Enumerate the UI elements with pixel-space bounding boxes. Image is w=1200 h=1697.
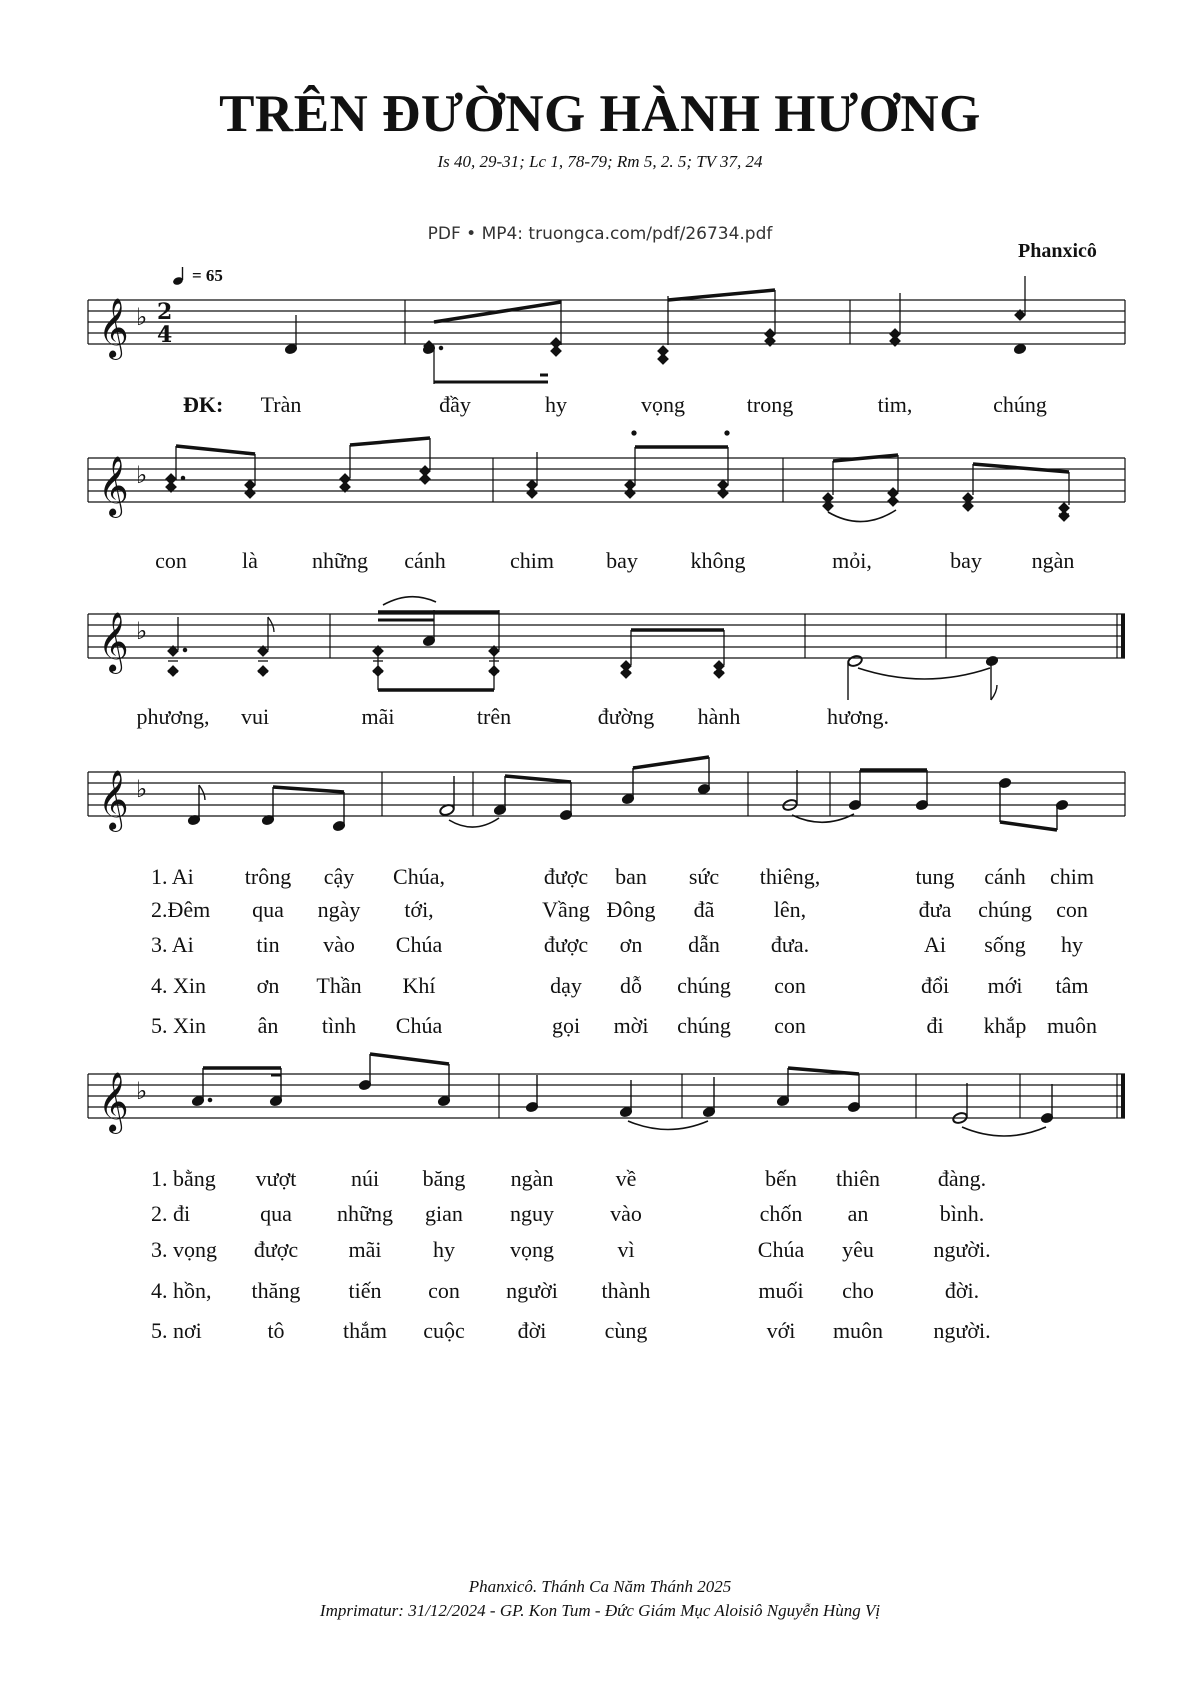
- composer-name: Phanxicô: [1018, 240, 1097, 262]
- lyric-word: 4. Xin: [151, 973, 206, 998]
- lyric-word: không: [690, 548, 746, 573]
- footer-source: Phanxicô. Thánh Ca Năm Thánh 2025: [468, 1577, 732, 1596]
- lyric-word: chim: [1050, 864, 1094, 889]
- lyric-word: sức: [688, 864, 720, 889]
- lyric-word: cánh: [984, 864, 1026, 889]
- lyric-word: Thần: [316, 973, 362, 998]
- lyric-word: thăng: [251, 1278, 301, 1303]
- lyric-word: đưa.: [770, 932, 810, 957]
- lyric-word: ngày: [317, 897, 361, 922]
- lyric-word: ơn: [256, 973, 280, 998]
- lyric-word: muôn: [1046, 1013, 1098, 1038]
- lyric-word: chúng: [978, 897, 1032, 922]
- treble-clef-icon: 𝄞: [98, 1072, 129, 1132]
- lyric-word: cùng: [604, 1318, 648, 1343]
- lyric-word: thành: [601, 1278, 651, 1303]
- lyric-word: trên: [476, 704, 512, 729]
- lyric-word: Đông: [606, 897, 656, 922]
- footer-imprimatur: Imprimatur: 31/12/2024 - GP. Kon Tum - Đức Giám Mục Aloisiô Nguyễn Hùng Vị: [319, 1601, 881, 1620]
- lyric-word: ân: [257, 1013, 279, 1038]
- lyric-word: những: [312, 548, 368, 573]
- lyric-word: thiêng,: [759, 864, 821, 889]
- lyric-word: vì: [617, 1237, 635, 1262]
- lyric-word: con: [155, 548, 187, 573]
- lyric-word: đi: [926, 1013, 944, 1038]
- lyric-word: mời: [613, 1013, 649, 1038]
- svg-text:4: 4: [157, 322, 173, 348]
- lyric-word: con: [428, 1278, 460, 1303]
- lyric-word: mới: [987, 973, 1023, 998]
- lyric-word: đầy: [439, 392, 471, 417]
- lyric-word: vọng: [510, 1237, 554, 1262]
- lyric-word: trông: [244, 864, 292, 889]
- lyric-word: lên,: [773, 897, 807, 922]
- flat-key-icon: ♭: [136, 303, 148, 331]
- lyric-word: 5. Xin: [151, 1013, 206, 1038]
- lyric-word: con: [1056, 897, 1088, 922]
- lyric-word: tin: [256, 932, 280, 957]
- lyric-word: tô: [267, 1318, 285, 1343]
- lyric-word: trong: [746, 392, 794, 417]
- lyric-word: Ai: [924, 932, 946, 957]
- lyric-word: dẫn: [688, 932, 720, 957]
- lyric-word: vượt: [255, 1166, 297, 1191]
- lyric-word: được: [543, 864, 589, 889]
- lyric-word: 2.Đêm: [151, 897, 211, 922]
- lyric-word: gọi: [551, 1013, 581, 1038]
- lyric-word: mỏi,: [832, 548, 872, 573]
- lyric-word: những: [337, 1201, 393, 1226]
- lyric-word: cho: [842, 1278, 874, 1303]
- lyric-word: đưa: [918, 897, 952, 922]
- lyric-word: ngàn: [510, 1166, 554, 1191]
- lyric-word: thiên: [836, 1166, 880, 1191]
- lyric-word: tới,: [404, 897, 434, 922]
- lyric-word: phương,: [136, 704, 210, 729]
- lyric-word: hy: [1061, 932, 1083, 957]
- refrain-label: ĐK:: [183, 392, 224, 417]
- source-link[interactable]: PDF • MP4: truongca.com/pdf/26734.pdf: [427, 224, 773, 244]
- lyric-word: đổi: [920, 973, 950, 998]
- lyric-word: Khí: [402, 973, 436, 998]
- lyric-word: hành: [697, 704, 741, 729]
- lyric-word: chúng: [677, 1013, 731, 1038]
- lyric-word: 1. bằng: [151, 1166, 216, 1191]
- verse-1-lyrics-b: [0, 1166, 1200, 1196]
- lyric-word: thắm: [343, 1318, 387, 1343]
- lyric-word: người: [506, 1278, 558, 1303]
- treble-clef-icon: 𝄞: [98, 298, 129, 358]
- lyric-word: Chúa,: [393, 864, 445, 889]
- lyric-word: hy: [433, 1237, 455, 1262]
- lyric-word: 3. vọng: [151, 1237, 217, 1262]
- treble-clef-icon: 𝄞: [98, 770, 129, 830]
- lyric-word: vào: [610, 1201, 642, 1226]
- lyric-word: ban: [615, 864, 647, 889]
- lyric-word: chúng: [993, 392, 1047, 417]
- lyric-word: với: [766, 1318, 796, 1343]
- lyric-word: đời.: [944, 1278, 980, 1303]
- lyric-word: 4. hồn,: [151, 1278, 212, 1303]
- lyric-word: tung: [915, 864, 955, 889]
- lyric-word: người.: [933, 1237, 991, 1262]
- verse-5-lyrics-b: [0, 1318, 1200, 1348]
- lyric-word: 2. đi: [151, 1201, 191, 1226]
- lyric-word: mãi: [348, 1237, 382, 1262]
- lyric-word: bình.: [939, 1201, 985, 1226]
- lyric-word: Chúa: [395, 1013, 443, 1038]
- lyric-word: đường: [597, 704, 655, 729]
- lyric-word: băng: [422, 1166, 466, 1191]
- lyric-word: tim,: [877, 392, 913, 417]
- lyric-word: sống: [984, 932, 1026, 957]
- lyric-word: Tràn: [260, 392, 302, 417]
- lyric-word: chốn: [759, 1201, 803, 1226]
- lyric-word: gian: [425, 1201, 463, 1226]
- lyric-word: cánh: [404, 548, 446, 573]
- treble-clef-icon: 𝄞: [98, 456, 129, 516]
- flat-key-icon: ♭: [136, 461, 148, 489]
- lyric-word: Chúa: [395, 932, 443, 957]
- flat-key-icon: ♭: [136, 617, 148, 645]
- lyric-word: bay: [606, 548, 638, 573]
- lyric-word: vào: [323, 932, 355, 957]
- lyric-word: là: [242, 548, 258, 573]
- lyric-word: con: [774, 1013, 806, 1038]
- lyric-word: mãi: [361, 704, 395, 729]
- song-title: TRÊN ĐƯỜNG HÀNH HƯƠNG: [219, 85, 981, 143]
- lyric-word: ngàn: [1031, 548, 1075, 573]
- lyric-word: bến: [765, 1166, 797, 1191]
- lyric-word: khắp: [983, 1013, 1027, 1038]
- flat-key-icon: ♭: [136, 775, 148, 803]
- lyric-word: 3. Ai: [151, 932, 194, 957]
- lyric-word: ơn: [619, 932, 643, 957]
- treble-clef-icon: 𝄞: [98, 612, 129, 672]
- lyric-word: dạy: [550, 973, 582, 998]
- lyric-word: đàng.: [937, 1166, 987, 1191]
- lyric-word: qua: [252, 897, 284, 922]
- lyric-word: yêu: [842, 1237, 874, 1262]
- lyric-word: đời: [517, 1318, 547, 1343]
- lyric-word: muôn: [832, 1318, 884, 1343]
- lyric-word: vui: [240, 704, 270, 729]
- lyric-word: muối: [758, 1278, 804, 1303]
- verse-3-lyrics-b: [0, 1237, 1200, 1267]
- lyric-word: đã: [693, 897, 715, 922]
- lyric-word: an: [847, 1201, 869, 1226]
- lyric-word: núi: [350, 1166, 380, 1191]
- lyric-word: chim: [510, 548, 554, 573]
- scripture-references: Is 40, 29-31; Lc 1, 78-79; Rm 5, 2. 5; TV 37, 24: [437, 152, 763, 171]
- lyric-word: 5. nơi: [151, 1318, 202, 1343]
- lyric-word: tiến: [348, 1278, 382, 1303]
- verse-4-lyrics-b: [0, 1278, 1200, 1308]
- lyric-word: hy: [545, 392, 567, 417]
- lyric-word: Vầng: [542, 897, 590, 922]
- flat-key-icon: ♭: [136, 1077, 148, 1105]
- lyric-word: dỗ: [620, 973, 642, 998]
- lyric-word: vọng: [641, 392, 685, 417]
- lyric-word: 1. Ai: [151, 864, 194, 889]
- verse-2-lyrics-b: [0, 1201, 1200, 1231]
- lyric-word: bay: [950, 548, 982, 573]
- lyric-word: con: [774, 973, 806, 998]
- lyric-word: qua: [260, 1201, 292, 1226]
- lyric-word: về: [615, 1166, 637, 1191]
- lyric-word: chúng: [677, 973, 731, 998]
- svg-text:2: 2: [157, 299, 173, 325]
- tempo-marking: = 65: [192, 266, 223, 285]
- lyric-word: hương.: [826, 704, 890, 729]
- lyric-word: được: [253, 1237, 299, 1262]
- lyric-word: người.: [933, 1318, 991, 1343]
- lyric-word: cậy: [323, 864, 355, 889]
- lyric-word: cuộc: [423, 1318, 465, 1343]
- lyric-word: tâm: [1055, 973, 1089, 998]
- lyric-word: được: [543, 932, 589, 957]
- lyric-word: Chúa: [757, 1237, 805, 1262]
- lyric-word: nguy: [510, 1201, 554, 1226]
- lyric-word: tình: [321, 1013, 357, 1038]
